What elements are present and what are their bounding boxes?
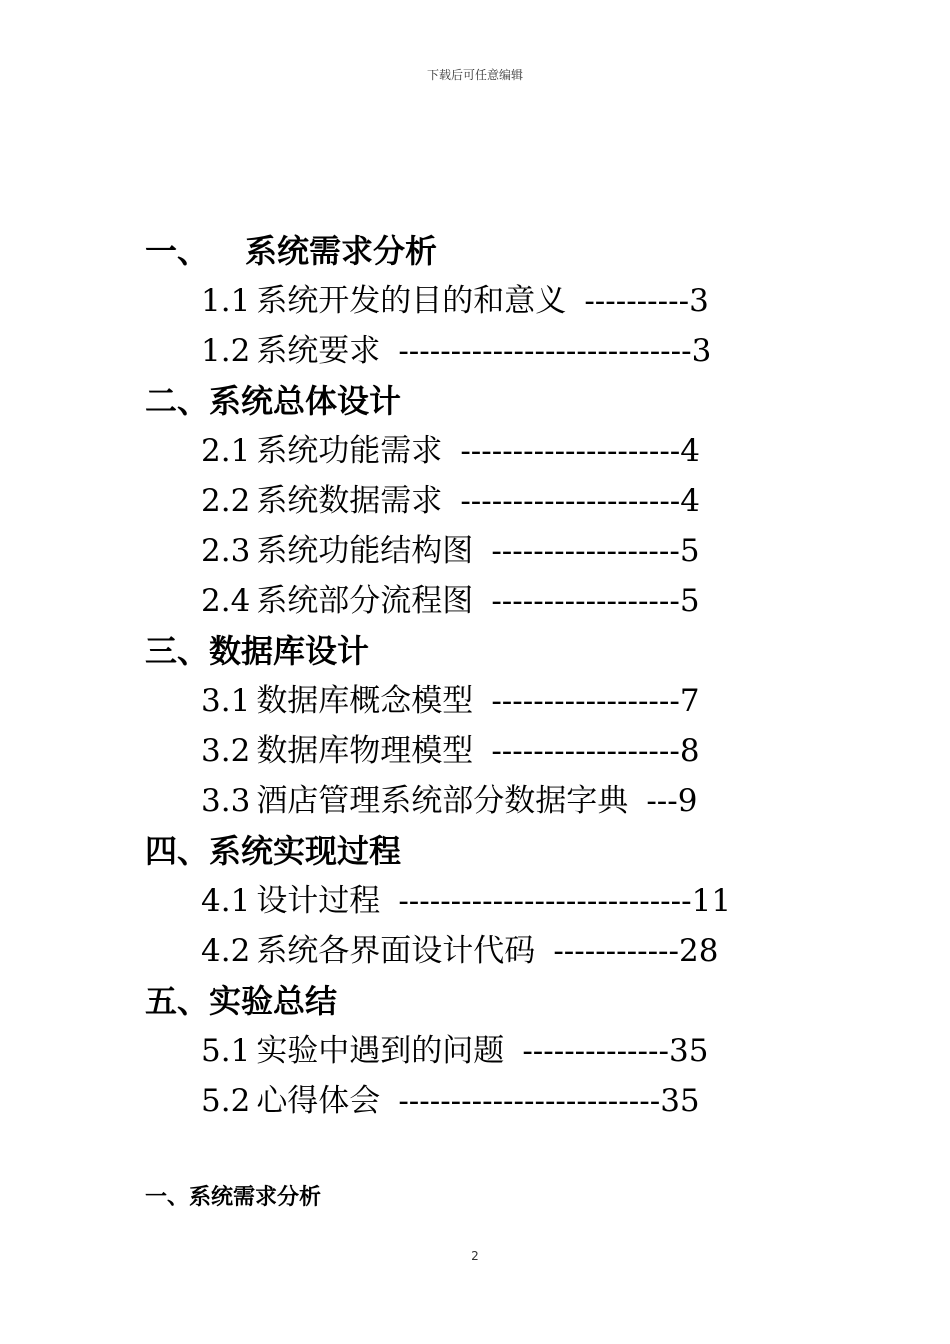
toc-entry[interactable]	[0, 726, 950, 776]
toc-section-5	[0, 976, 950, 1126]
toc-entry[interactable]	[0, 276, 950, 326]
dot-leader: ---	[646, 783, 678, 819]
entry-title: 系统各界面设计代码	[256, 933, 536, 969]
dot-leader: ----------	[584, 283, 690, 319]
entry-number: 3.3	[201, 783, 251, 819]
entry-title: 系统数据需求	[256, 483, 443, 519]
dot-leader: ------------------	[491, 683, 680, 719]
dot-leader: --------------	[522, 1033, 669, 1069]
entry-number: 3.2	[201, 733, 251, 769]
dot-leader: ----------------------------	[398, 883, 692, 919]
entry-number: 5.1	[201, 1033, 251, 1069]
section-title-text: 数据库设计	[209, 632, 370, 670]
dot-leader: ---------------------	[460, 433, 681, 469]
section-number: 四、	[145, 832, 210, 870]
entry-title: 系统功能需求	[256, 433, 443, 469]
entry-page: 5	[679, 533, 700, 569]
dot-leader: ---------------------	[460, 483, 681, 519]
entry-number: 2.2	[201, 483, 251, 519]
entry-title: 数据库概念模型	[256, 683, 474, 719]
entry-number: 4.2	[201, 933, 251, 969]
toc-entry[interactable]	[0, 876, 950, 926]
section-number: 二、	[145, 382, 210, 420]
section-number: 五、	[145, 982, 210, 1020]
entry-title: 系统部分流程图	[256, 583, 474, 619]
section-number: 一、	[145, 232, 210, 270]
entry-number: 1.1	[201, 283, 251, 319]
entry-title: 数据库物理模型	[256, 733, 474, 769]
entry-page: 35	[660, 1083, 700, 1119]
toc-entry[interactable]	[0, 676, 950, 726]
toc-entry[interactable]	[0, 926, 950, 976]
entry-title: 酒店管理系统部分数据字典	[256, 783, 629, 819]
entry-page: 4	[680, 483, 701, 519]
dot-leader: ------------------	[491, 533, 680, 569]
toc-section-title[interactable]	[0, 376, 950, 426]
entry-page: 9	[677, 783, 698, 819]
entry-page: 28	[679, 933, 719, 969]
toc-section-title[interactable]	[0, 226, 950, 276]
dot-leader: -------------------------	[398, 1083, 661, 1119]
toc-entry[interactable]	[0, 326, 950, 376]
entry-number: 5.2	[201, 1083, 251, 1119]
entry-page: 8	[679, 733, 700, 769]
entry-page: 4	[680, 433, 701, 469]
toc-entry[interactable]	[0, 576, 950, 626]
entry-title: 心得体会	[256, 1083, 381, 1119]
body-section-heading: 一、系统需求分析	[145, 1185, 322, 1210]
entry-number: 2.1	[201, 433, 251, 469]
entry-page: 7	[679, 683, 700, 719]
dot-leader: ------------	[553, 933, 680, 969]
section-title-text: 系统实现过程	[209, 832, 402, 870]
section-number: 三、	[145, 632, 210, 670]
toc-section-title[interactable]	[0, 976, 950, 1026]
section-title-text: 实验总结	[209, 982, 338, 1020]
entry-page: 11	[691, 883, 732, 919]
toc-entry[interactable]	[0, 426, 950, 476]
toc-section-4	[0, 826, 950, 976]
toc-entry[interactable]	[0, 476, 950, 526]
entry-title: 系统要求	[256, 333, 381, 369]
entry-title: 设计过程	[256, 883, 381, 919]
header-note: 下载后可任意编辑	[426, 68, 523, 82]
dot-leader: ------------------	[491, 733, 680, 769]
entry-title: 系统开发的目的和意义	[256, 283, 567, 319]
entry-number: 1.2	[201, 333, 251, 369]
entry-number: 2.3	[201, 533, 251, 569]
section-title-text: 系统需求分析	[245, 232, 438, 270]
entry-number: 2.4	[201, 583, 251, 619]
toc-section-title[interactable]	[0, 826, 950, 876]
dot-leader: ----------------------------	[398, 333, 692, 369]
entry-number: 3.1	[201, 683, 251, 719]
section-title-text: 系统总体设计	[209, 382, 402, 420]
toc-section-1	[0, 226, 950, 376]
toc-entry[interactable]	[0, 526, 950, 576]
dot-leader: ------------------	[491, 583, 680, 619]
toc-entry[interactable]	[0, 1026, 950, 1076]
entry-page: 3	[691, 333, 712, 369]
entry-page: 3	[689, 283, 709, 319]
entry-title: 系统功能结构图	[256, 533, 474, 569]
entry-page: 35	[668, 1033, 709, 1069]
entry-page: 5	[679, 583, 700, 619]
entry-title: 实验中遇到的问题	[256, 1033, 505, 1069]
toc-entry[interactable]	[0, 776, 950, 826]
table-of-contents	[0, 226, 950, 1126]
toc-entry[interactable]	[0, 1076, 950, 1126]
toc-section-3	[0, 626, 950, 826]
toc-section-2	[0, 376, 950, 626]
entry-number: 4.1	[201, 883, 251, 919]
toc-section-title[interactable]	[0, 626, 950, 676]
page-number: 2	[471, 1249, 479, 1263]
